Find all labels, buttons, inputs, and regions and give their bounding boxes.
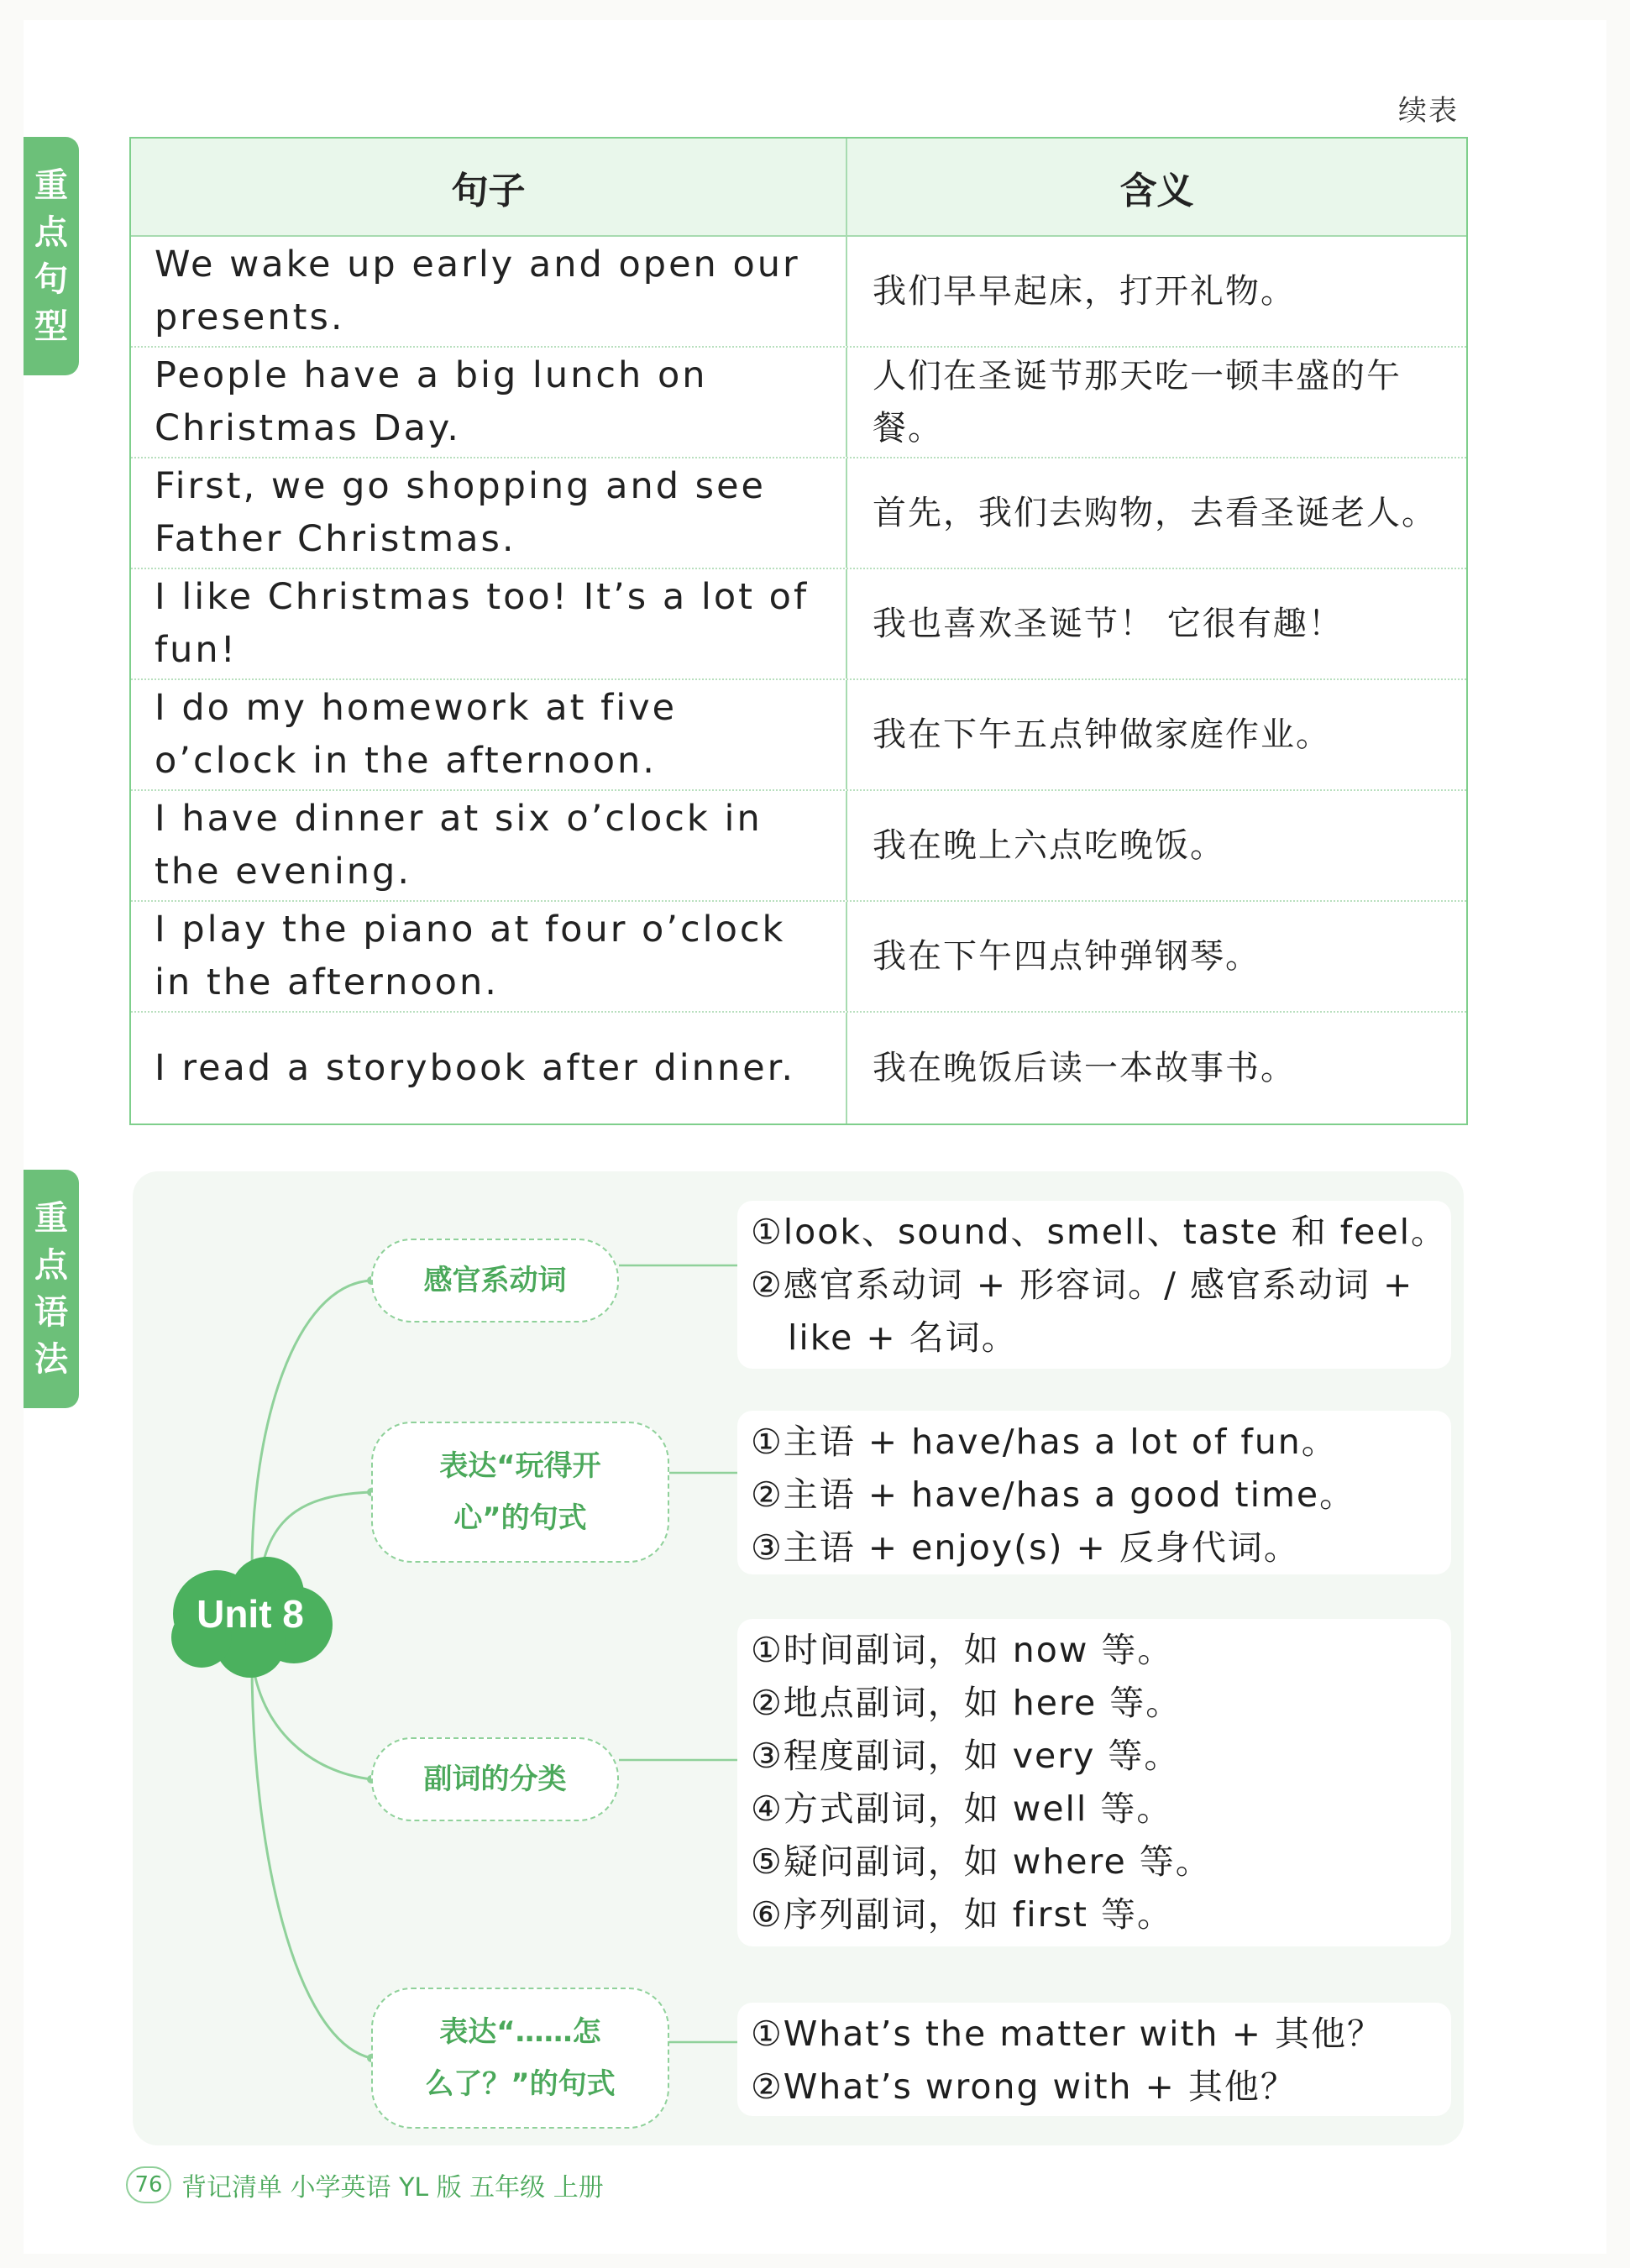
leaf-item: ③主语 + enjoy(s) + 反身代词。 [751,1527,1300,1568]
leaf-item: ①look、sound、smell、taste 和 feel。 [751,1212,1448,1252]
connector-branch-3 [252,1658,371,1779]
branch-label-line-2: 么了？”的句式 [425,2067,616,2101]
sentence-cell: I do my homework at five o’clock in the afternoon. [131,680,847,789]
meaning-cell: 我在晚饭后读一本故事书。 [873,1049,1296,1087]
leaf-item: ②主语 + have/has a good time。 [751,1474,1356,1515]
meaning-cell: 我在下午四点钟弹钢琴。 [873,937,1260,976]
sentence-cell: People have a big lunch on Christmas Day. [131,348,847,457]
sentence-cell: We wake up early and open our presents. [131,237,847,346]
leaf-item: ②感官系动词 + 形容词。/ 感官系动词 + [751,1265,1414,1305]
leaf-item: ①主语 + have/has a lot of fun。 [751,1422,1338,1462]
meaning-cell: 我们早早起床，打开礼物。 [873,272,1296,311]
branch-node-adverb-types [371,1737,619,1821]
leaf-item: ③程度副词，如 very 等。 [751,1736,1181,1776]
branch-node-have-fun [371,1422,669,1563]
leaf-item: ④方式副词，如 well 等。 [751,1789,1173,1829]
leaf-item: ②地点副词，如 here 等。 [751,1683,1182,1723]
meaning-cell: 我在晚上六点吃晚饭。 [873,826,1225,865]
branch-label-line-1: 表达“玩得开 [439,1449,601,1483]
leaf-have-fun [737,1411,1451,1574]
unit-title: Unit 8 [197,1592,304,1636]
branch-node-whats-wrong [371,1988,669,2129]
branch-label: 感官系动词 [423,1264,567,1297]
meaning-cell: 我也喜欢圣诞节！ 它很有趣！ [873,605,1344,643]
branch-label-line-1: 表达“……怎 [439,2015,601,2049]
side-tab-sentences-label: 重点句型 [34,166,68,346]
leaf-item: ⑤疑问副词，如 where 等。 [751,1841,1212,1882]
connector-branch-4 [252,1661,371,2058]
column-header-meaning: 含义 [1119,169,1194,212]
leaf-item: ⑥序列副词，如 first 等。 [751,1894,1173,1935]
leaf-adverb-types [737,1619,1451,1946]
meaning-cell: 我在下午五点钟做家庭作业。 [873,715,1331,754]
sentence-cell: I play the piano at four o’clock in the afternoon. [131,902,847,1011]
leaf-whats-wrong [737,2003,1451,2116]
branch-label-line-2: 心”的句式 [453,1501,587,1535]
leaf-item: ①时间副词，如 now 等。 [751,1630,1174,1670]
leaf-item: like + 名词。 [788,1317,1018,1358]
sentence-cell: First, we go shopping and see Father Christmas. [131,458,847,568]
sentence-cell: I have dinner at six o’clock in the evening. [131,791,847,900]
connector-branch-1 [252,1281,371,1570]
column-header-sentence: 句子 [131,139,847,235]
leaf-sense-verbs [737,1201,1451,1369]
page-footer [126,2166,604,2203]
branch-node-sense-verbs [371,1239,619,1323]
meaning-cell: 人们在圣诞节那天吃一顿丰盛的午餐。 [873,357,1402,448]
meaning-cell: 首先，我们去购物，去看圣诞老人。 [873,494,1437,532]
page-number: 76 [126,2166,171,2203]
sentence-cell: I like Christmas too! It’s a lot of fun! [131,569,847,678]
leaf-item: ①What’s the matter with + 其他？ [751,2014,1383,2054]
sentence-cell: I read a storybook after dinner. [131,1013,847,1124]
continued-label: 续表 [1398,94,1459,128]
book-title: 背记清单 小学英语 YL 版 五年级 上册 [181,2173,604,2203]
branch-label: 副词的分类 [423,1763,567,1796]
leaf-item: ②What’s wrong with + 其他？ [751,2066,1297,2107]
side-tab-grammar-label: 重点语法 [34,1199,68,1379]
